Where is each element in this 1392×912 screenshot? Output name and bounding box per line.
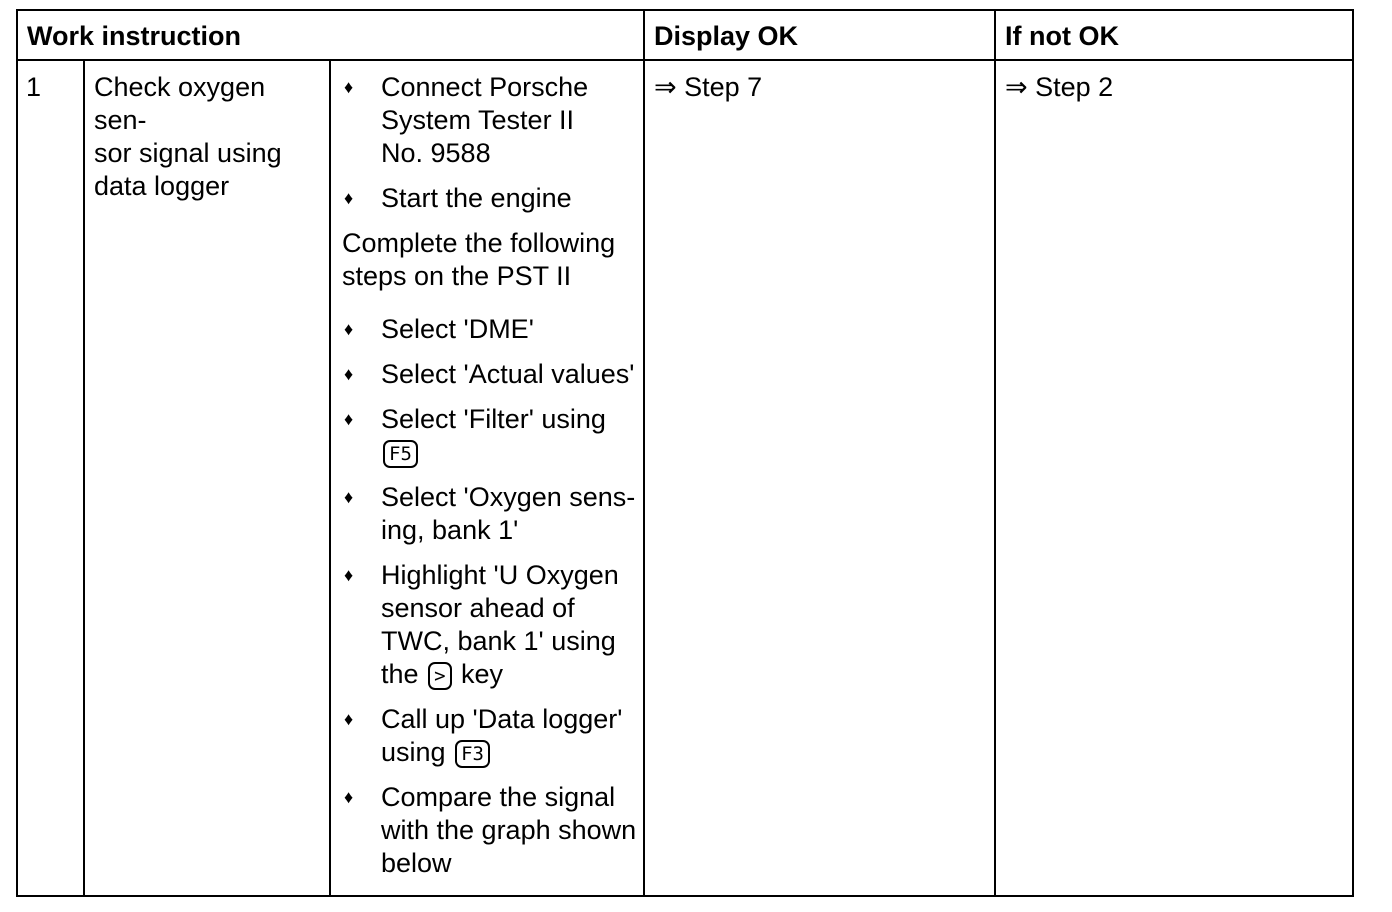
task-line: sor signal using <box>94 138 282 168</box>
diamond-bullet-icon: ♦ <box>344 565 354 585</box>
column-divider <box>994 11 996 895</box>
text-fragment: using <box>381 737 446 767</box>
instruction-line: Compare the signal <box>381 782 616 812</box>
task-line: Check oxygen sen- <box>94 72 266 135</box>
instruction-line: Start the engine <box>381 183 572 213</box>
task-description <box>94 71 324 203</box>
header-if-not-ok: If not OK <box>996 11 1352 61</box>
instruction-line: Select 'Oxygen sens- <box>381 482 636 512</box>
instruction-item <box>342 358 642 391</box>
instruction-item <box>342 703 642 769</box>
text-fragment: the <box>381 659 419 689</box>
work-instruction-table <box>16 9 1354 897</box>
diamond-bullet-icon: ♦ <box>344 787 354 807</box>
instruction-line: below <box>381 848 452 878</box>
instruction-line <box>381 436 642 469</box>
instruction-item <box>342 182 642 215</box>
key-f5: F5 <box>383 440 418 468</box>
instruction-paragraph <box>342 227 642 293</box>
diamond-bullet-icon: ♦ <box>344 409 354 429</box>
key-arrow-right: > <box>428 662 451 690</box>
paragraph-line: Complete the following <box>342 228 616 258</box>
diamond-bullet-icon: ♦ <box>344 319 354 339</box>
instruction-line: TWC, bank 1' using <box>381 626 616 656</box>
key-f3: F3 <box>455 740 490 768</box>
column-divider <box>83 61 85 895</box>
diamond-bullet-icon: ♦ <box>344 364 354 384</box>
instruction-item <box>342 403 642 469</box>
paragraph-line: steps on the PST II <box>342 261 572 291</box>
column-divider <box>329 61 331 895</box>
display-ok-target: ⇒ Step 7 <box>654 72 763 102</box>
instruction-line: Highlight 'U Oxygen <box>381 560 619 590</box>
instruction-line: with the graph shown <box>381 815 637 845</box>
step-number: 1 <box>26 72 42 102</box>
diamond-bullet-icon: ♦ <box>344 188 354 208</box>
instruction-line: sensor ahead of <box>381 593 575 623</box>
instruction-line: Select 'DME' <box>381 314 534 344</box>
instruction-item <box>342 781 642 880</box>
instruction-line: System Tester II <box>381 105 575 135</box>
instruction-item <box>342 559 642 691</box>
header-work-instruction: Work instruction <box>18 11 643 61</box>
instruction-list <box>342 71 642 892</box>
instruction-line: Call up 'Data logger' <box>381 704 623 734</box>
instruction-item <box>342 481 642 547</box>
column-divider <box>643 11 645 895</box>
instruction-line <box>381 736 642 769</box>
task-line: data logger <box>94 171 230 201</box>
instruction-item <box>342 71 642 170</box>
instruction-line: Connect Porsche <box>381 72 589 102</box>
text-fragment: key <box>461 659 504 689</box>
if-not-ok-target: ⇒ Step 2 <box>1005 72 1114 102</box>
header-display-ok: Display OK <box>645 11 996 61</box>
instruction-item <box>342 313 642 346</box>
diamond-bullet-icon: ♦ <box>344 77 354 97</box>
instruction-line: No. 9588 <box>381 138 491 168</box>
instruction-line <box>381 658 642 691</box>
instruction-line: Select 'Actual values' <box>381 359 635 389</box>
diamond-bullet-icon: ♦ <box>344 487 354 507</box>
instruction-line: Select 'Filter' using <box>381 404 606 434</box>
instruction-line: ing, bank 1' <box>381 515 519 545</box>
diamond-bullet-icon: ♦ <box>344 709 354 729</box>
